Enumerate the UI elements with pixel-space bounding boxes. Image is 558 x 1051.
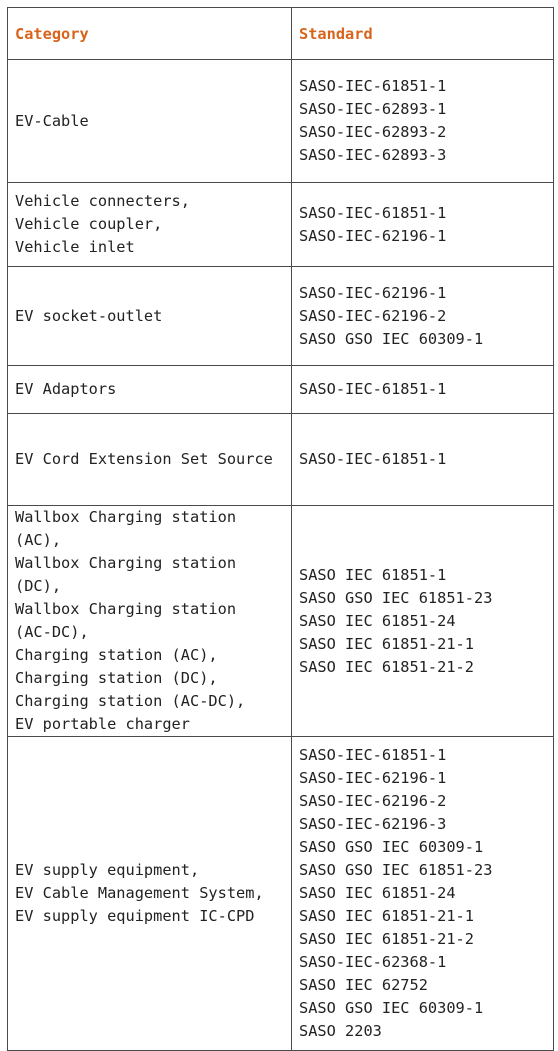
standard-text: SASO-IEC-62196-1 xyxy=(299,769,447,787)
standard-text: SASO-IEC-61851-1 xyxy=(299,203,447,222)
standard-text: SASO GSO IEC 60309-1 xyxy=(299,329,484,348)
standard-text: SASO-IEC-62196-1 xyxy=(299,226,447,245)
category-text: Wallbox Charging station (DC), xyxy=(15,554,237,595)
standard-text: SASO GSO IEC 60309-1 xyxy=(299,838,484,856)
standard-text: SASO-IEC-61851-1 xyxy=(299,77,447,95)
category-header: Category xyxy=(8,8,292,60)
standard-text: SASO-IEC-62893-2 xyxy=(299,123,447,141)
category-text: Charging station (DC), xyxy=(15,669,218,687)
category-cell xyxy=(8,366,292,414)
category-text: EV supply equipment, xyxy=(15,861,200,879)
standard-header: Standard xyxy=(292,8,554,60)
standard-text: SASO IEC 61851-24 xyxy=(299,611,456,630)
table-row xyxy=(8,60,554,183)
standard-text: SASO-IEC-62196-3 xyxy=(299,815,447,833)
standard-cell xyxy=(292,183,554,267)
category-text: (AC-DC), xyxy=(15,623,89,641)
table-row xyxy=(8,267,554,366)
standard-text: SASO GSO IEC 61851-23 xyxy=(299,588,493,607)
standard-text: SASO-IEC-61851-1 xyxy=(299,450,447,468)
standard-cell xyxy=(292,737,554,1051)
standard-text: SASO-IEC-62368-1 xyxy=(299,953,447,971)
category-cell xyxy=(8,60,292,183)
category-cell xyxy=(8,414,292,506)
category-text: EV Adaptors xyxy=(15,380,117,398)
category-text: Charging station (AC), xyxy=(15,646,218,664)
standard-text: SASO IEC 61851-21-1 xyxy=(299,634,474,653)
table-row xyxy=(8,414,554,506)
category-text: Charging station (AC-DC), xyxy=(15,692,246,710)
standard-text: SASO GSO IEC 60309-1 xyxy=(299,999,484,1017)
table-row xyxy=(8,366,554,414)
standard-text: SASO IEC 61851-21-2 xyxy=(299,657,474,676)
standards-table xyxy=(7,7,554,1051)
table-row xyxy=(8,183,554,267)
standard-text: SASO-IEC-62196-1 xyxy=(299,283,447,302)
standard-text: SASO-IEC-62196-2 xyxy=(299,792,447,810)
table-body xyxy=(8,60,554,1051)
standard-cell xyxy=(292,414,554,506)
category-text: Wallbox Charging station (AC), xyxy=(15,508,237,549)
table-row xyxy=(8,737,554,1051)
category-text: EV Cable Management System, xyxy=(15,884,264,902)
category-cell xyxy=(8,183,292,267)
category-text: Vehicle coupler, xyxy=(15,215,163,233)
category-cell xyxy=(8,737,292,1051)
standard-cell xyxy=(292,366,554,414)
standard-text: SASO IEC 61851-21-1 xyxy=(299,907,474,925)
category-text: EV-Cable xyxy=(15,111,89,130)
standard-text: SASO IEC 61851-24 xyxy=(299,884,456,902)
standard-text: SASO IEC 61851-21-2 xyxy=(299,930,474,948)
standard-text: SASO IEC 62752 xyxy=(299,976,428,994)
standard-text: SASO-IEC-61851-1 xyxy=(299,746,447,764)
standard-text: SASO GSO IEC 61851-23 xyxy=(299,861,493,879)
category-cell xyxy=(8,267,292,366)
standard-cell xyxy=(292,267,554,366)
standard-text: SASO-IEC-62893-3 xyxy=(299,146,447,164)
standard-text: SASO 2203 xyxy=(299,1022,382,1040)
category-text: EV portable charger xyxy=(15,715,190,733)
standard-text: SASO-IEC-62893-1 xyxy=(299,100,447,118)
category-text: EV Cord Extension Set Source xyxy=(15,450,273,468)
category-text: Wallbox Charging station xyxy=(15,600,237,618)
standard-text: SASO-IEC-61851-1 xyxy=(299,380,447,398)
standard-text: SASO-IEC-62196-2 xyxy=(299,306,447,325)
table-row xyxy=(8,506,554,737)
category-cell xyxy=(8,506,292,737)
category-text: Vehicle inlet xyxy=(15,238,135,256)
standard-cell xyxy=(292,506,554,737)
category-text: Vehicle connecters, xyxy=(15,192,190,210)
standard-cell xyxy=(292,60,554,183)
category-text: EV socket-outlet xyxy=(15,306,163,325)
standard-text: SASO IEC 61851-1 xyxy=(299,565,447,584)
category-text: EV supply equipment IC-CPD xyxy=(15,907,255,925)
header-row xyxy=(8,8,554,60)
